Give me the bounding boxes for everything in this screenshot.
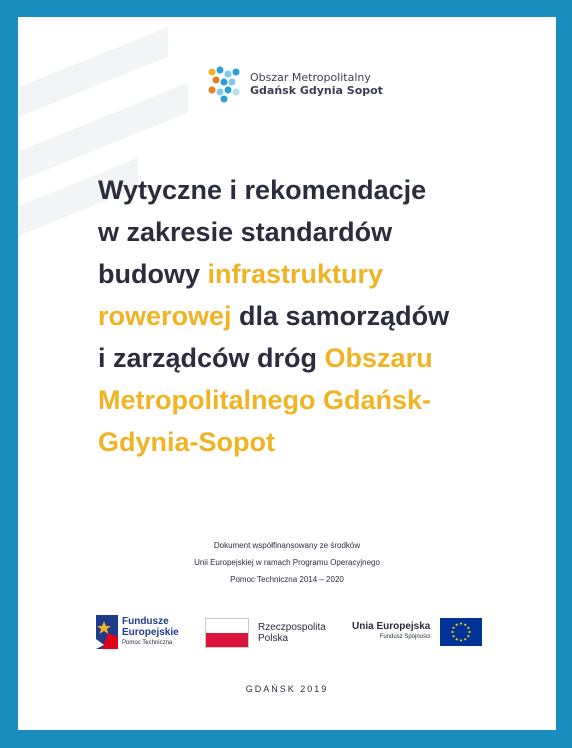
- fe-line2: Europejskie: [122, 626, 179, 638]
- document-cover: [18, 17, 556, 730]
- title-line: i zarządców dróg: [98, 343, 325, 373]
- european-funds-logo: [96, 615, 179, 649]
- title-highlight: Metropolitalnego Gdańsk-: [98, 385, 432, 415]
- cofunding-line: Dokument współfinansowany ze środków: [213, 541, 361, 550]
- cofunding-line: Unii Europejskiej w ramach Programu Operacyjnego: [194, 558, 380, 567]
- title-line: Wytyczne i rekomendacje: [98, 175, 427, 205]
- title-line: dla samorządów: [231, 301, 450, 331]
- fe-sub: Pomoc Techniczna: [122, 639, 173, 646]
- ue-line1: Unia Europejska: [352, 621, 431, 632]
- metropolitan-logo: [206, 64, 383, 104]
- eu-logo: [352, 618, 482, 646]
- title-highlight: rowerowej: [98, 301, 232, 331]
- logo-line2: Gdańsk Gdynia Sopot: [250, 84, 383, 97]
- poland-logo: [205, 618, 326, 648]
- dots-logo-icon: [206, 64, 244, 104]
- document-title: [98, 169, 518, 463]
- rp-line2: Polska: [258, 633, 289, 644]
- rp-line1: Rzeczpospolita: [258, 622, 326, 633]
- cofunding-note: [18, 537, 556, 588]
- logo-line1: Obszar Metropolitalny: [250, 70, 371, 84]
- title-line: budowy: [98, 259, 208, 289]
- fe-line1: Fundusze: [122, 615, 169, 627]
- eu-flag-icon: [440, 618, 482, 646]
- european-funds-star-icon: [96, 615, 118, 649]
- title-highlight: Gdynia-Sopot: [98, 427, 275, 457]
- title-highlight: infrastruktury: [207, 259, 384, 289]
- ue-sub: Fundusz Spójności: [379, 634, 431, 640]
- cofunding-line: Pomoc Techniczna 2014 – 2020: [230, 575, 344, 584]
- title-highlight: Obszaru: [324, 343, 433, 373]
- title-line: w zakresie standardów: [98, 217, 393, 247]
- poland-flag-icon: [205, 618, 249, 648]
- funding-logos: [18, 615, 556, 655]
- footer-place-year: GDAŃSK 2019: [245, 684, 329, 694]
